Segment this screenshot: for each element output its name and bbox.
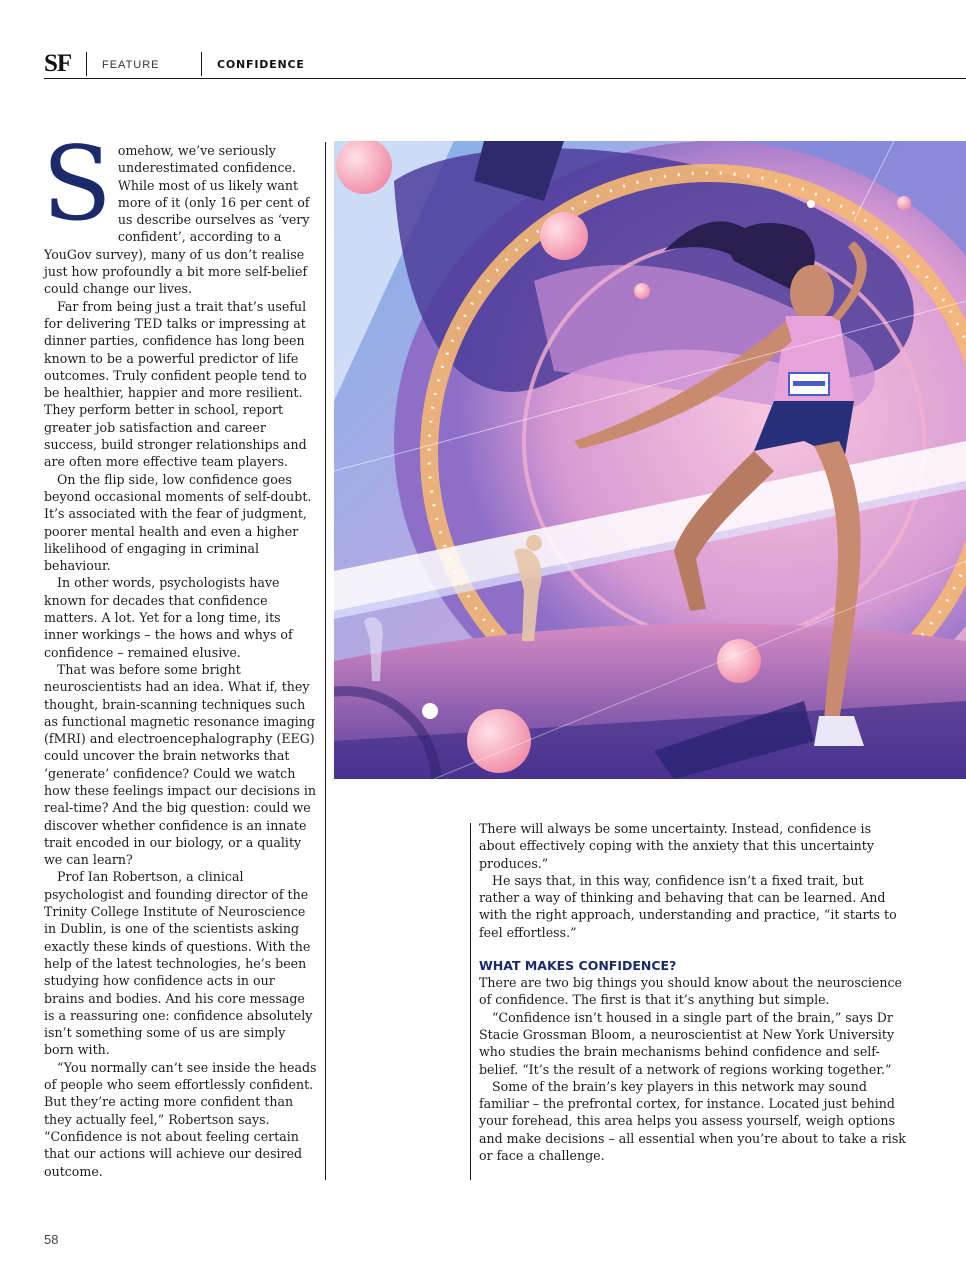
topic-label: CONFIDENCE: [217, 58, 305, 71]
page-header: [44, 48, 966, 79]
article-column-right: [479, 820, 907, 1164]
paragraph: On the flip side, low confidence goes beyond occasional moments of self-doubt. It’s associated with the fear of judgment, poorer mental health and even a higher likelihood of engaging in criminal behaviour.: [44, 471, 312, 574]
paragraph: Far from being just a trait that’s useful for delivering TED talks or impressing at dinner parties, confidence has long been known to be a powerful predictor of life outcomes. Truly confident people tend to be healthier, happier and more resilient. They perform better in school, report greater job satisfaction and career success, build stronger relationships and are often more effective team players.: [44, 298, 307, 470]
paragraph: Some of the brain’s key players in this network may sound familiar – the prefrontal cortex, for instance. Located just behind your forehead, this area helps you assess yourself, weigh options and make decisions – all essential when you’re about to take a risk or face a challenge.: [479, 1078, 906, 1164]
paragraph: In other words, psychologists have known for decades that confidence matters. A lot. Yet for a long time, its inner workings – the hows and whys of confidence – remained elusive.: [44, 575, 293, 660]
paragraph: Prof Ian Robertson, a clinical psychologist and founding director of the Trinity College Institute of Neuroscience in Dublin, is one of the scientists asking exactly these kinds of questions. With the help of the latest technologies, he’s been studying how confidence acts in our brains and bodies. And his core message is a reassuring one: confidence absolutely isn’t something some of us are simply born with.: [44, 869, 313, 1058]
paragraph: There are two big things you should know about the neuroscience of confidence. The first is that it’s anything but simple.: [479, 975, 902, 1008]
page-number: 58: [44, 1232, 59, 1247]
article-column-left: [42, 125, 317, 1180]
column-rule: [325, 142, 326, 1180]
drop-cap: S: [42, 125, 112, 244]
paragraph: “You normally can’t see inside the heads of people who seem effortlessly confident. But they’re acting more confident than they actually feel,” Robertson says. “Confidence is not about feeling certain that our actions will achieve our desired outcome.: [44, 1059, 317, 1179]
magazine-logo: SF: [44, 50, 72, 77]
paragraph: “Confidence isn’t housed in a single part of the brain,” says Dr Stacie Grossman Bloom, a neuroscientist at New York University who studies the brain mechanisms behind confidence and self-belief. “It’s the result of a network of regions working together.”: [479, 1009, 895, 1077]
section-label: FEATURE: [102, 59, 160, 71]
subheading: WHAT MAKES CONFIDENCE?: [479, 958, 677, 974]
paragraph: There will always be some uncertainty. Instead, confidence is about effectively coping with the anxiety that this uncertainty produces.”: [479, 821, 874, 871]
paragraph: He says that, in this way, confidence isn’t a fixed trait, but rather a way of thinking and behaving that can be learned. And with the right approach, understanding and practice, “it starts to feel effortless.”: [479, 872, 897, 940]
runner-illustration: [334, 141, 966, 779]
header-divider: [86, 52, 87, 76]
column-rule: [470, 823, 471, 1180]
paragraph: omehow, we’ve seriously underestimated confidence. While most of us likely want more of it (only 16 per cent of us describe ourselves as ‘very confident’, according to a YouGov survey), many of us don’t realise just how profoundly a bit more self-belief could change our lives.: [44, 143, 310, 297]
header-divider: [201, 52, 202, 76]
paragraph: That was before some bright neuroscientists had an idea. What if, they thought, brain-scanning techniques such as functional magnetic resonance imaging (fMRI) and electroencephalography (EEG) could uncover the brain networks that ‘generate’ confidence? Could we watch how these feelings impact our decisions in real-time? And the big question: could we discover whether confidence is an innate trait encoded in our biology, or a quality we can learn?: [44, 661, 317, 868]
